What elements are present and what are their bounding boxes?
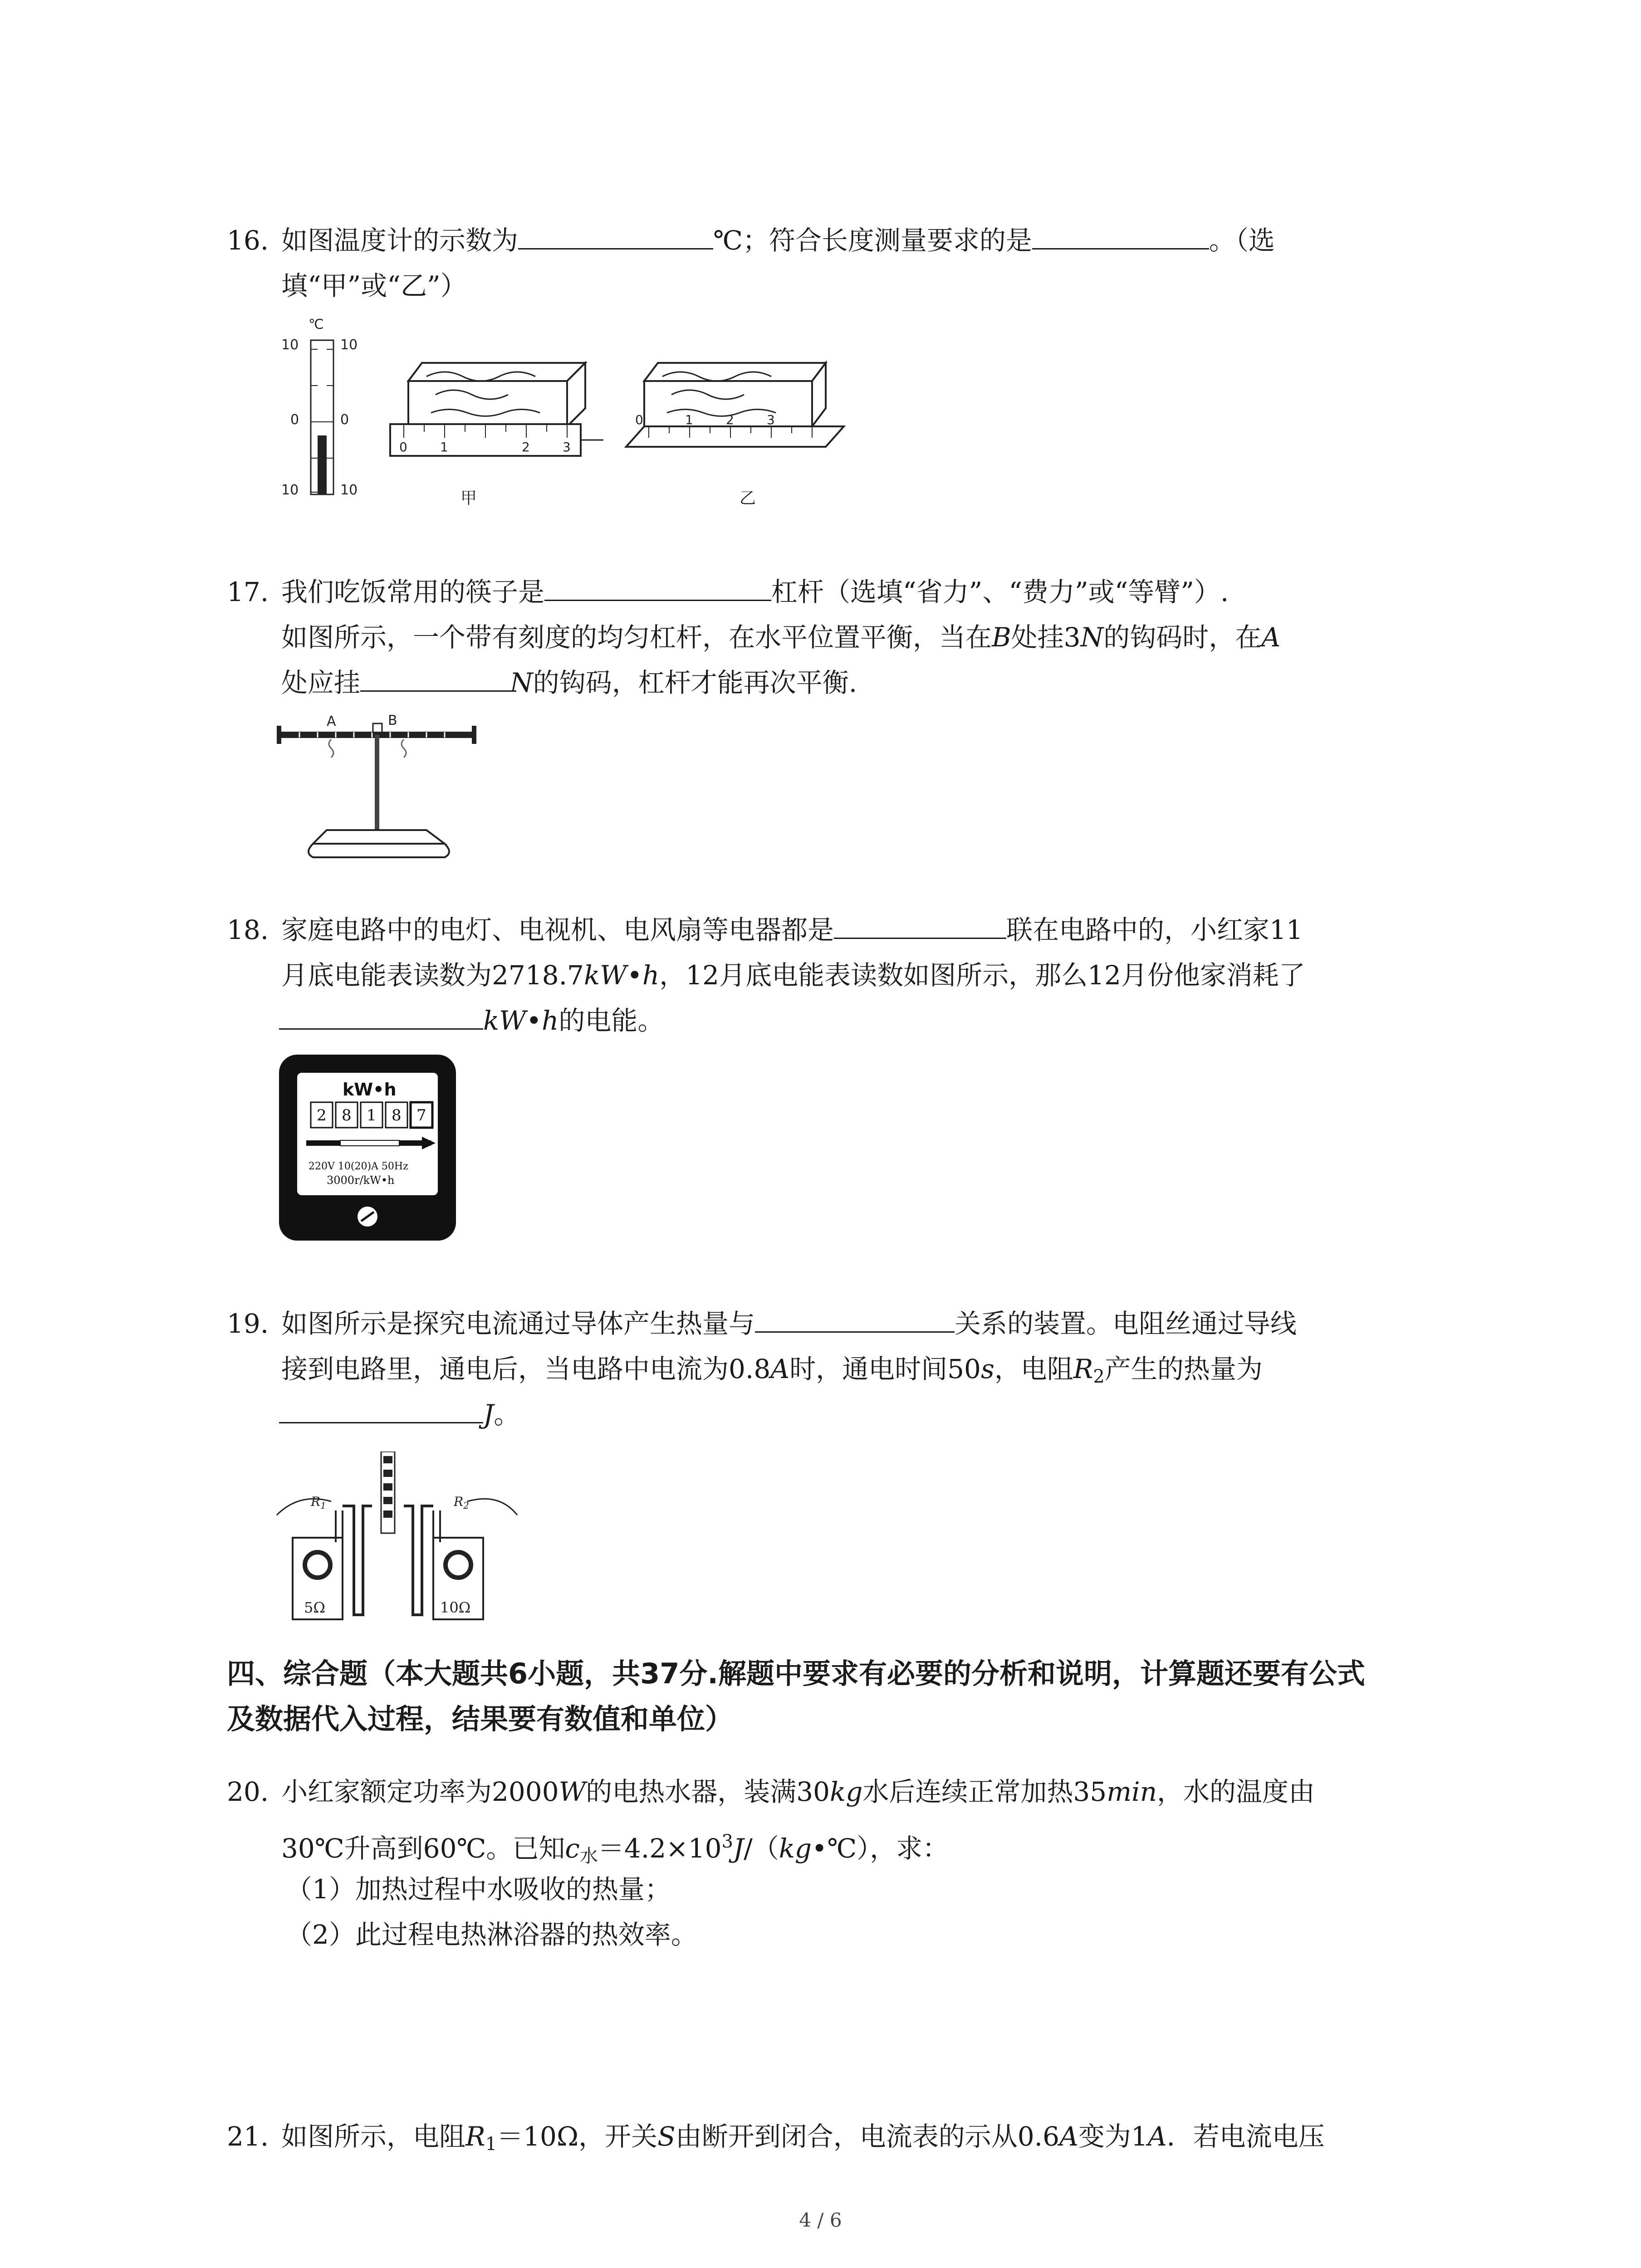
- meter-digit: 8: [342, 1106, 352, 1124]
- resistor-label: $R_1$: [311, 1494, 326, 1511]
- figure-label: 甲: [460, 489, 477, 508]
- ruler-tick: 0: [635, 412, 643, 427]
- answer-blank[interactable]: [834, 910, 1006, 939]
- question-number: 16.: [227, 225, 269, 256]
- sub-question: （2）此过程电热淋浴器的热效率。: [286, 1919, 697, 1950]
- electric-meter-figure: [277, 1052, 458, 1252]
- question-number: 20.: [227, 1776, 269, 1807]
- resistor-label: $R_2$: [454, 1494, 469, 1511]
- ruler-tick: 3: [563, 440, 571, 455]
- question-line: 我们吃饭常用的筷子是 杠杆（选填“省力”、“费力”或“等臂”）.: [281, 569, 1229, 615]
- lever-label-a: A: [327, 714, 336, 729]
- meter-spec: 220V 10(20)A 50Hz: [309, 1161, 408, 1172]
- answer-blank[interactable]: [360, 663, 510, 692]
- lever-figure: [272, 708, 490, 862]
- question-line: 30℃升高到60℃。已知$c_水=4.2\times 10^3J/(kg•℃)$，求：: [281, 1831, 949, 1867]
- therm-label: 10: [340, 482, 358, 498]
- meter-spec: 3000r/kW•h: [327, 1174, 395, 1187]
- question-line: 如图所示，电阻$R_1=10\Omega$，开关S由断开到闭合，电流表的示从0.6A变为1A．若电流电压: [281, 2121, 1325, 2155]
- question-line: kW•h的电能。: [279, 998, 664, 1043]
- question-line: 小红家额定功率为2000W的电热水器，装满30kg水后连续正常加热35min，水的温度由: [281, 1776, 1315, 1807]
- resistance-label: 5Ω: [304, 1599, 325, 1616]
- question-number: 18.: [227, 914, 269, 945]
- ruler-tick: 2: [522, 440, 530, 455]
- sub-question: （1）加热过程中水吸收的热量；: [286, 1874, 671, 1905]
- meter-digit: 2: [317, 1106, 327, 1124]
- question-line: 月底电能表读数为2718.7kW•h，12月底电能表读数如图所示，那么12月份他家消耗了: [281, 960, 1305, 991]
- therm-label: 10: [281, 337, 299, 353]
- therm-label: 10: [281, 482, 299, 498]
- page-number: 4 / 6: [799, 2209, 842, 2231]
- meter-digit: 1: [367, 1106, 377, 1124]
- question-line: 家庭电路中的电灯、电视机、电风扇等电器都是 联在电路中的，小红家11: [281, 907, 1303, 953]
- therm-label: 10: [340, 337, 358, 353]
- lever-label-b: B: [388, 713, 397, 728]
- section-heading: 四、综合题（本大题共6小题，共37分.解题中要求有必要的分析和说明，计算题还要有公式 及数据代入过程，结果要有数值和单位）: [227, 1657, 1365, 1735]
- question-line: 如图所示是探究电流通过导体产生热量与 关系的装置。电阻丝通过导线: [281, 1301, 1297, 1346]
- resistance-label: 10Ω: [440, 1599, 471, 1616]
- answer-blank[interactable]: [279, 1395, 483, 1423]
- question-number: 21.: [227, 2121, 269, 2152]
- meter-unit: kW•h: [343, 1080, 397, 1100]
- question-line: 填“甲”或“乙”）: [281, 270, 467, 301]
- thermometer-ruler-figure: [272, 313, 862, 522]
- question-number: 17.: [227, 577, 269, 607]
- therm-label: 0: [290, 412, 299, 428]
- ruler-tick: 1: [440, 440, 448, 455]
- question-number: 19.: [227, 1308, 269, 1339]
- ruler-setup-a: [390, 363, 603, 508]
- question-line: 如图温度计的示数为 ℃；符合长度测量要求的是 。（选: [281, 218, 1275, 263]
- answer-blank[interactable]: [518, 221, 713, 249]
- answer-blank[interactable]: [755, 1304, 955, 1333]
- ruler-tick: 3: [767, 412, 775, 427]
- figure-label: 乙: [740, 489, 756, 508]
- ruler-tick: 0: [399, 440, 407, 455]
- answer-blank[interactable]: [279, 1001, 483, 1030]
- question-line: 接到电路里，通电后，当电路中电流为0.8A时，通电时间50s，电阻$R_2$产生的热量为: [281, 1354, 1263, 1387]
- therm-unit: ℃: [309, 317, 324, 332]
- question-line: 处应挂 N的钩码，杠杆才能再次平衡.: [281, 660, 857, 705]
- therm-label: 0: [340, 412, 349, 428]
- heating-experiment-figure: [272, 1452, 526, 1633]
- ruler-tick: 2: [726, 412, 734, 427]
- meter-digit: 7: [416, 1106, 426, 1124]
- question-line: 如图所示，一个带有刻度的均匀杠杆，在水平位置平衡，当在B处挂3N的钩码时，在A: [281, 622, 1281, 653]
- answer-blank[interactable]: [544, 572, 771, 601]
- ruler-tick: 1: [685, 412, 693, 427]
- thermometer-mercury: [318, 435, 327, 494]
- ruler-setup-b: [626, 363, 844, 508]
- meter-digit: 8: [392, 1106, 402, 1124]
- answer-blank[interactable]: [1032, 221, 1209, 249]
- question-line: J。: [279, 1392, 520, 1437]
